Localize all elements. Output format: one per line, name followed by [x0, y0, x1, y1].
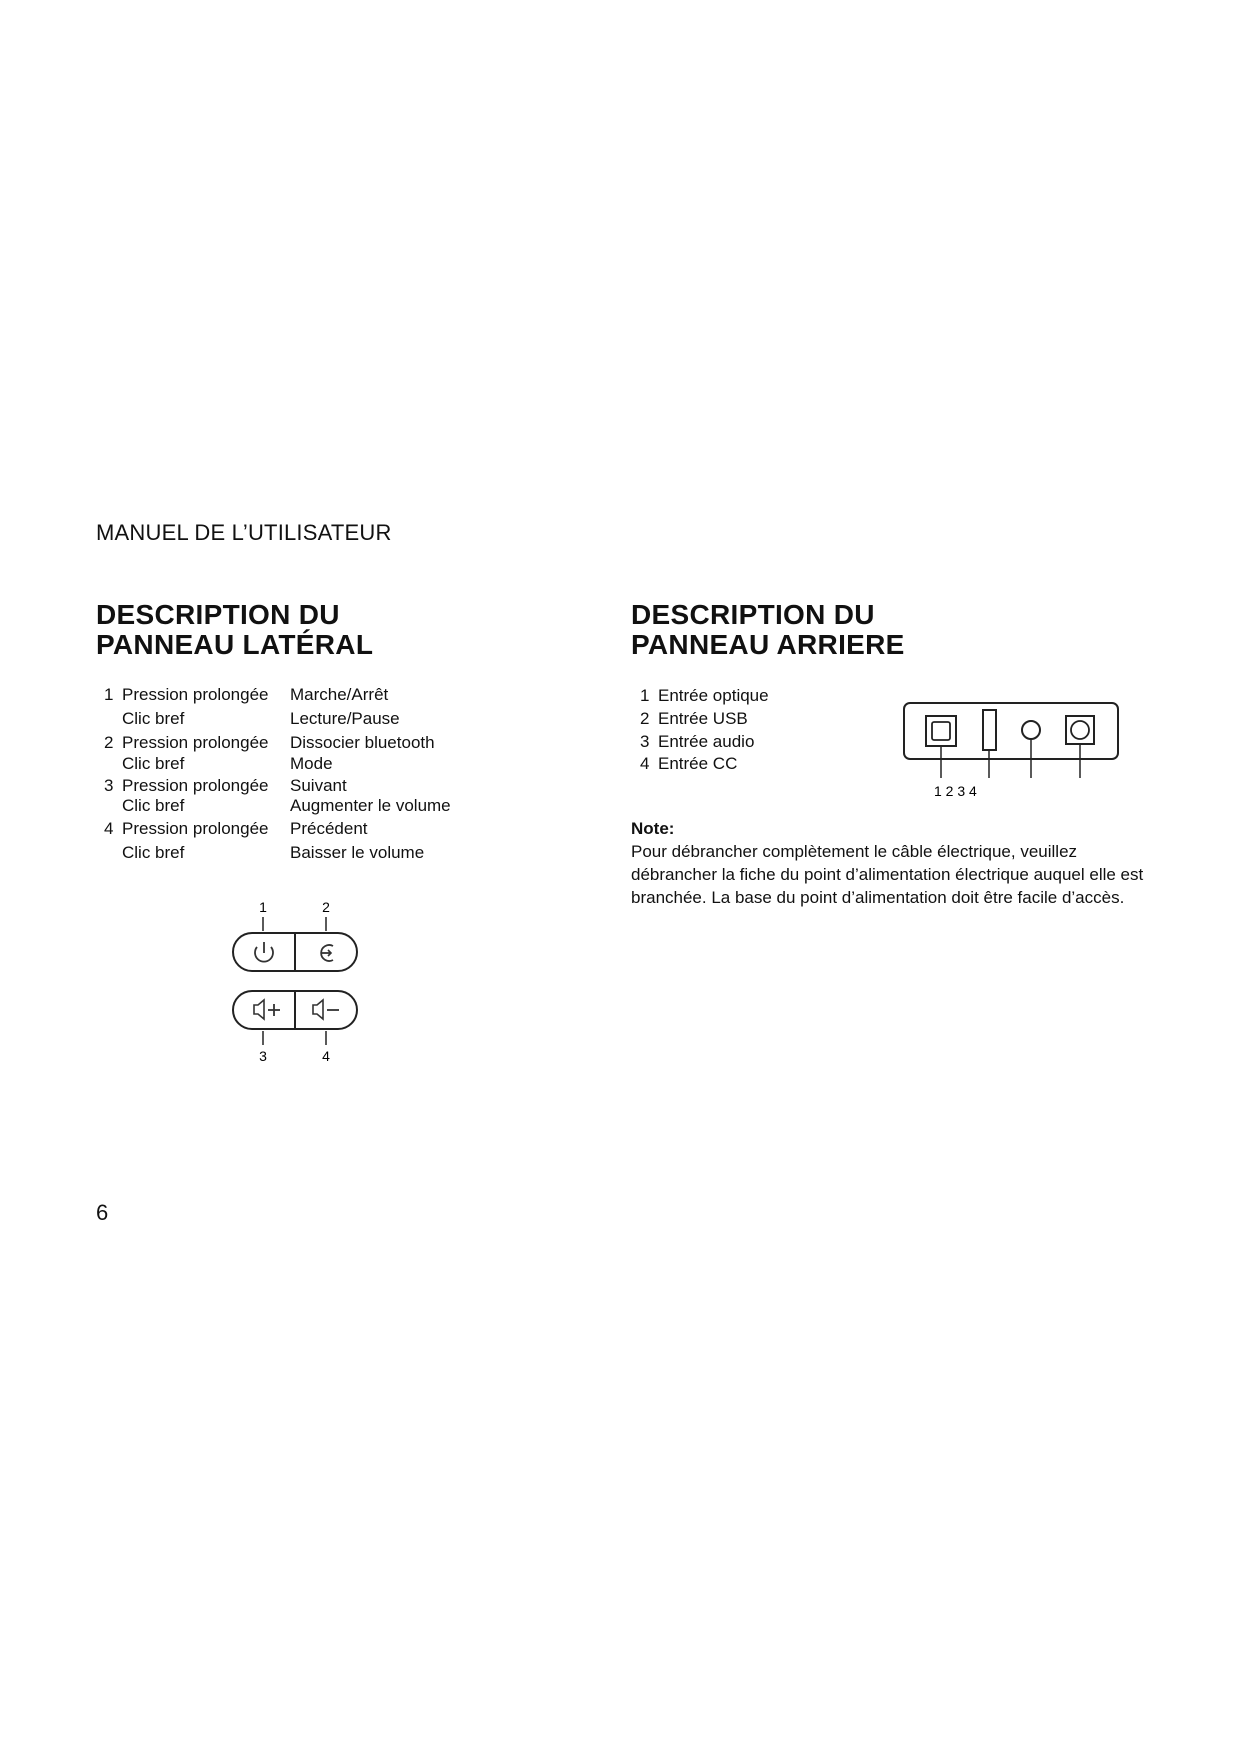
item-label: Entrée USB	[658, 709, 748, 728]
list-item	[104, 796, 451, 816]
item-action: Clic bref	[122, 709, 185, 728]
item-action: Clic bref	[122, 843, 185, 862]
rear-title-line2: PANNEAU ARRIERE	[631, 629, 905, 660]
list-item	[104, 842, 451, 864]
item-number: 1	[104, 685, 114, 704]
list-item	[104, 732, 451, 754]
item-number: 3	[640, 732, 650, 751]
list-item	[104, 684, 451, 706]
lateral-title-line2: PANNEAU LATÉRAL	[96, 629, 374, 660]
diagram-label-1: 1	[259, 899, 267, 915]
item-function: Mode	[290, 754, 333, 773]
item-number: 3	[104, 776, 114, 795]
item-number: 4	[640, 754, 650, 773]
list-item	[640, 684, 769, 707]
item-function: Précédent	[290, 819, 368, 838]
rear-panel-outline	[904, 703, 1118, 759]
item-action: Pression prolongée	[122, 776, 269, 795]
item-function: Suivant	[290, 776, 347, 795]
rear-ports-list	[640, 684, 769, 774]
note-label: Note:	[631, 819, 675, 838]
list-item	[640, 707, 769, 730]
item-number: 1	[640, 686, 650, 705]
item-action: Pression prolongée	[122, 685, 269, 704]
item-function: Baisser le volume	[290, 843, 425, 862]
rear-diagram-label: 1 2 3 4	[934, 783, 977, 799]
item-action: Pression prolongée	[122, 733, 269, 752]
list-item	[640, 730, 769, 753]
lateral-controls-list	[104, 684, 451, 864]
item-action: Pression prolongée	[122, 819, 269, 838]
item-label: Entrée optique	[658, 686, 769, 705]
item-number	[104, 754, 122, 774]
rear-panel-diagram	[900, 698, 1130, 802]
item-number	[104, 796, 122, 816]
item-action: Clic bref	[122, 796, 185, 815]
item-function: Lecture/Pause	[290, 709, 400, 728]
item-label: Entrée audio	[658, 732, 755, 751]
list-item	[104, 776, 451, 796]
item-function: Dissocier bluetooth	[290, 733, 435, 752]
item-number: 2	[640, 709, 650, 728]
diagram-label-4: 4	[322, 1048, 330, 1064]
item-number	[104, 842, 122, 864]
item-action: Clic bref	[122, 754, 185, 773]
rear-title-line1: DESCRIPTION DU	[631, 599, 875, 630]
lateral-panel-diagram	[225, 895, 375, 1075]
item-function: Marche/Arrêt	[290, 685, 389, 704]
item-number: 4	[104, 819, 114, 838]
item-function: Augmenter le volume	[290, 796, 451, 815]
diagram-label-2: 2	[322, 899, 330, 915]
manual-header: MANUEL DE L’UTILISATEUR	[96, 520, 392, 545]
note-text: Pour débrancher complètement le câble électrique, veuillez débrancher la fiche du point d’alimentation électrique auquel elle est branchée. La base du point d’alimentation doit être facile d’accès.	[631, 842, 1144, 907]
page-number: 6	[96, 1200, 109, 1225]
diagram-label-3: 3	[259, 1048, 267, 1064]
list-item	[104, 708, 451, 730]
list-item	[104, 754, 451, 774]
list-item	[640, 753, 769, 774]
rear-panel-title	[631, 600, 905, 660]
item-number	[104, 708, 122, 730]
list-item	[104, 818, 451, 840]
lateral-panel-title	[96, 600, 373, 660]
item-number: 2	[104, 733, 114, 752]
item-label: Entrée CC	[658, 754, 738, 773]
lateral-title-line1: DESCRIPTION DU	[96, 599, 340, 630]
